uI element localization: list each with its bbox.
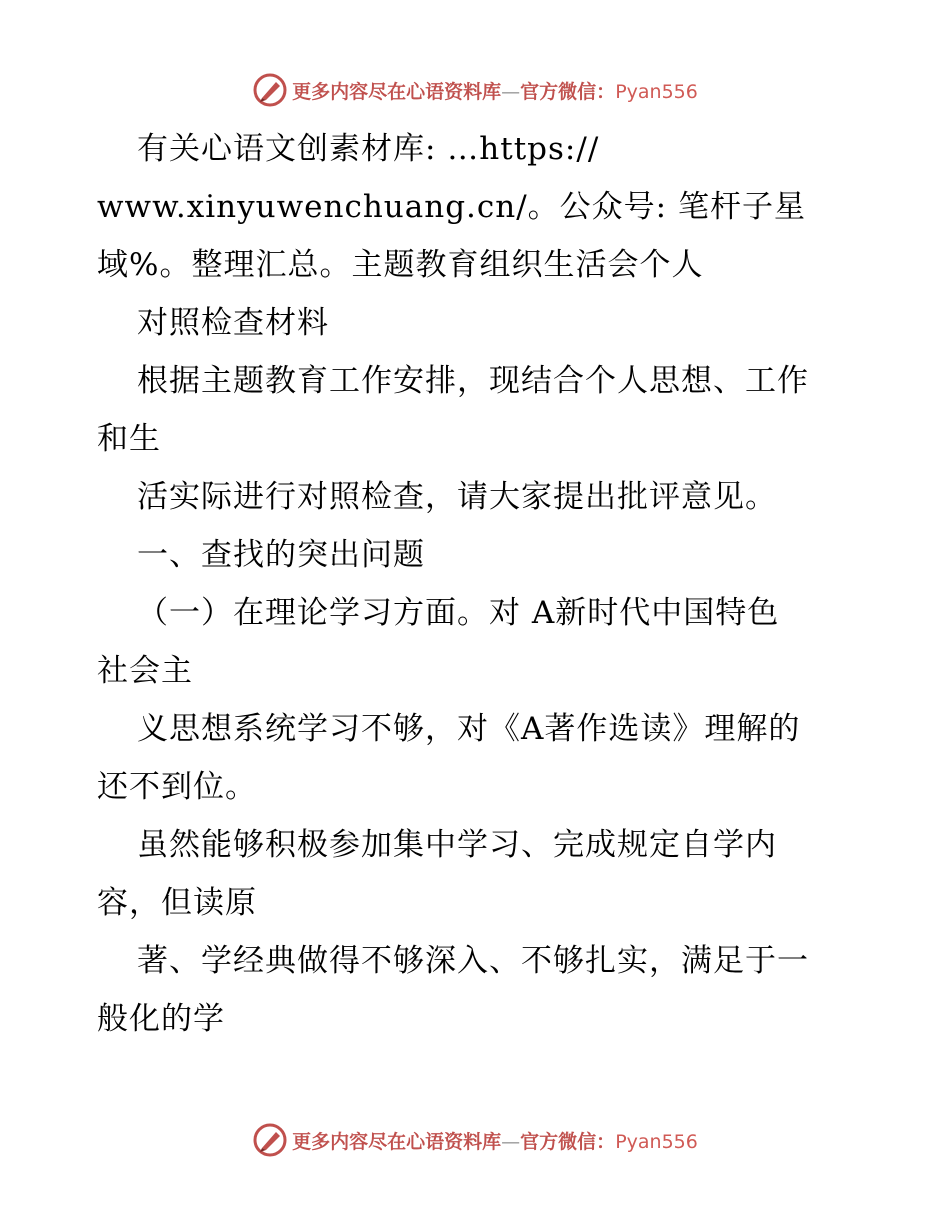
text-line: 义思想系统学习不够，对《A著作选读》理解的 — [137, 711, 801, 747]
text-line: 著、学经典做得不够深入、不够扎实，满足于一 — [137, 943, 809, 979]
header-banner — [0, 70, 950, 110]
text-line: www.xinyuwenchuang.cn/。公众号: 笔杆子星 — [97, 189, 806, 225]
footer-banner — [0, 1120, 950, 1160]
text-line: 般化的学 — [97, 1001, 225, 1037]
pen-logo-icon — [252, 1122, 288, 1158]
text-line: 和生 — [97, 421, 161, 457]
text-line: 活实际进行对照检查，请大家提出批评意见。 — [137, 479, 777, 515]
text-line: 容，但读原 — [97, 885, 257, 921]
text-line: 一、查找的突出问题 — [137, 537, 425, 573]
text-line: 还不到位。 — [97, 769, 257, 805]
text-line: （一）在理论学习方面。对 A新时代中国特色 — [137, 595, 780, 631]
text-line: 根据主题教育工作安排，现结合个人思想、工作 — [137, 363, 809, 399]
text-line: 对照检查材料 — [137, 305, 329, 341]
banner-text: 更多内容尽在心语资料库—官方微信：Pyan556 — [292, 80, 698, 103]
text-line: 有关心语文创素材库: …https:// — [137, 131, 600, 167]
text-line: 域%。整理汇总。主题教育组织生活会个人 — [97, 247, 704, 283]
pen-logo-icon — [252, 72, 288, 108]
banner-text: 更多内容尽在心语资料库—官方微信：Pyan556 — [292, 1130, 698, 1153]
text-line: 虽然能够积极参加集中学习、完成规定自学内 — [137, 827, 777, 863]
text-line: 社会主 — [97, 653, 193, 689]
document-body — [97, 120, 877, 1048]
